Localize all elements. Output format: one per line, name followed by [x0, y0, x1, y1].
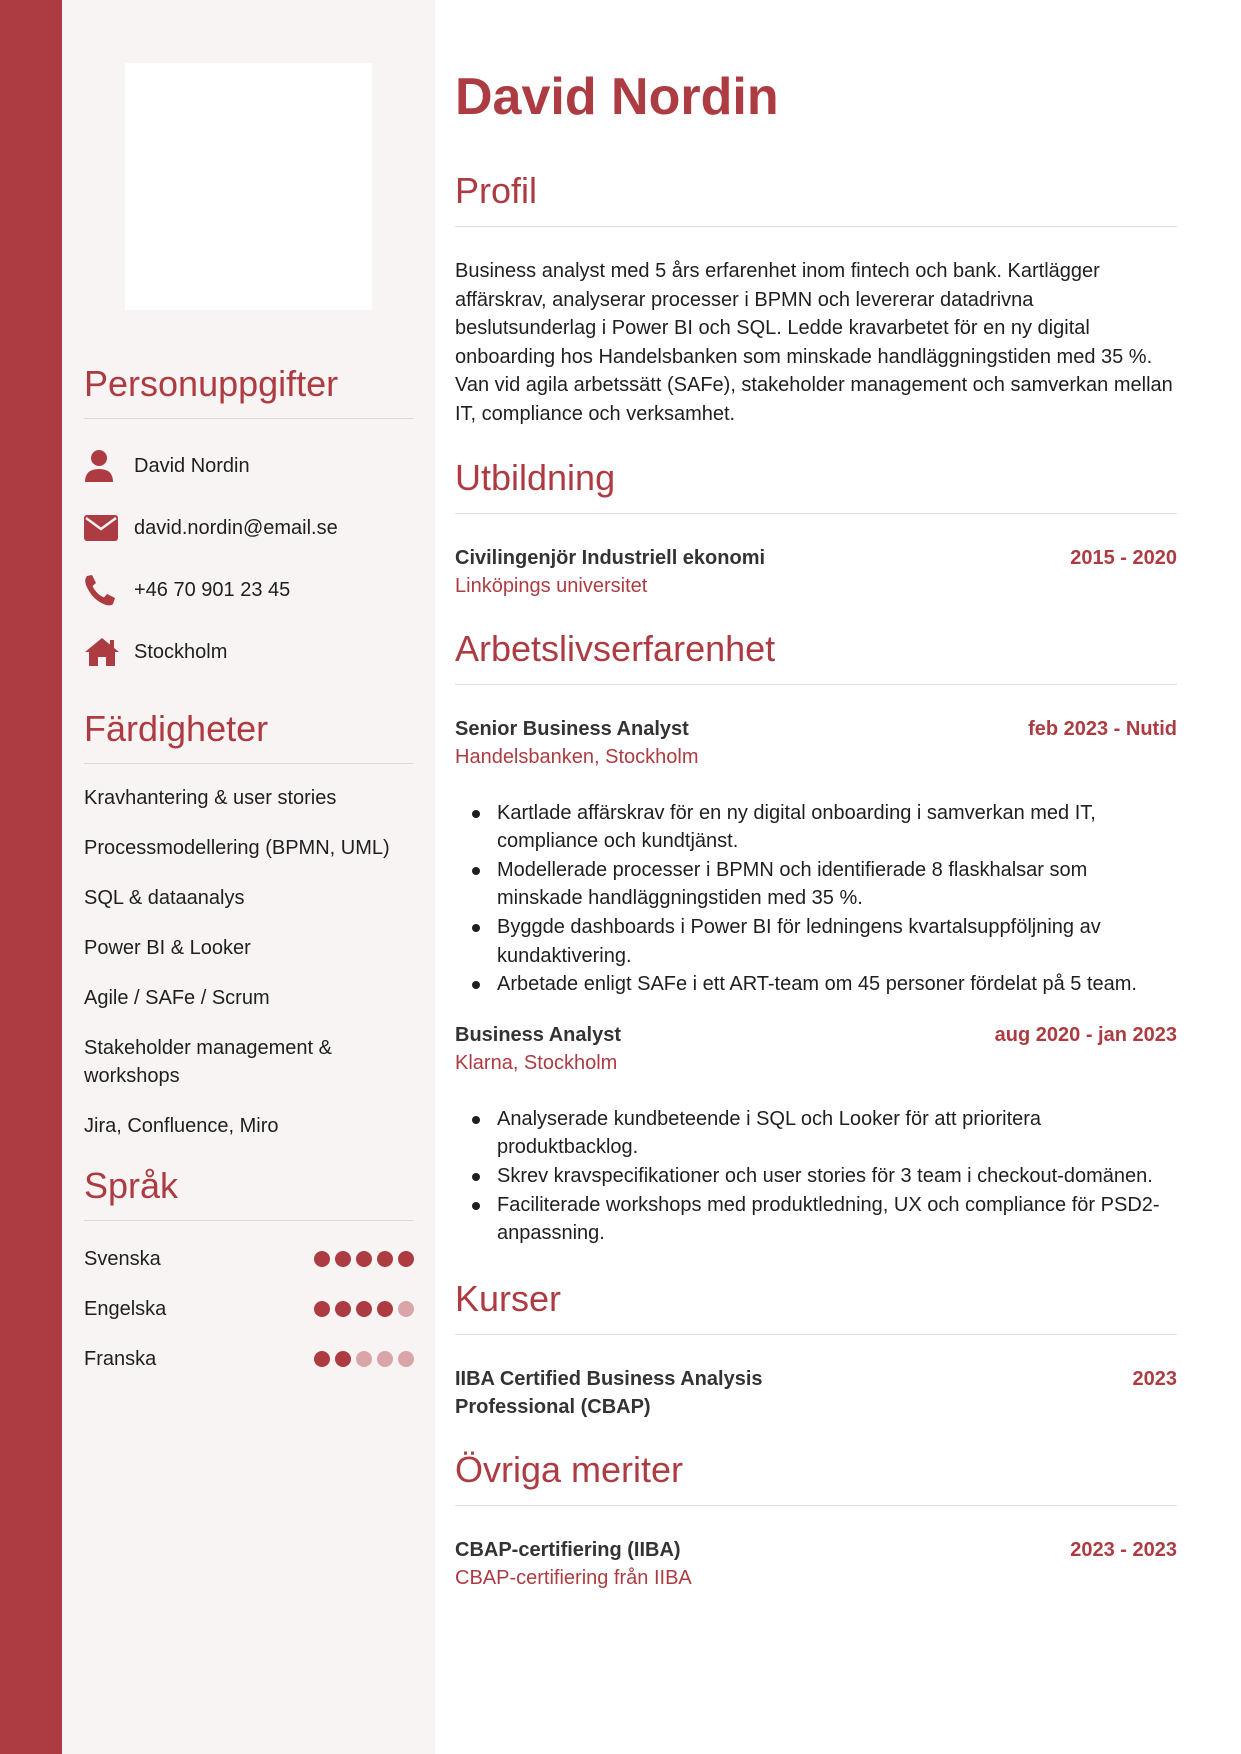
merits-section	[455, 1447, 1177, 1592]
level-dot-filled	[314, 1251, 330, 1267]
merits-heading: Övriga meriter	[455, 1448, 684, 1490]
level-dot-empty	[356, 1351, 372, 1367]
bullet-item: Kartlade affärskrav för en ny digital onboarding i samverkan med IT, compliance och kundtjänst.	[455, 799, 1177, 856]
level-dot-filled	[356, 1251, 372, 1267]
level-dot-empty	[398, 1351, 414, 1367]
experience-entry	[455, 1021, 1177, 1248]
accent-stripe	[0, 0, 62, 1754]
level-dot-filled	[314, 1351, 330, 1367]
contact-location-text: Stockholm	[134, 640, 228, 663]
education-title: Civilingenjör Industriell ekonomi	[455, 546, 766, 569]
candidate-name: David Nordin	[455, 68, 779, 126]
language-list	[84, 1245, 414, 1373]
contact-name	[84, 435, 414, 497]
education-section	[455, 455, 1177, 600]
profile-text: Business analyst med 5 års erfarenhet inom fintech och bank. Kartlägger affärskrav, analyserar processer i BPMN och levererar datadrivna beslutsunderlag i Power BI och SQL. Ledde kravarbetet för en ny digital onboarding hos Handelsbanken som minskade handläggningstiden med 35 %. Van vid agila arbetssätt (SAFe), stakeholder management och samverkan mellan IT, compliance och verksamhet.	[455, 260, 1173, 425]
level-dot-filled	[356, 1301, 372, 1317]
skill-item: Jira, Confluence, Miro	[84, 1115, 279, 1137]
skill-item: SQL & dataanalys	[84, 887, 245, 909]
contact-email	[84, 497, 414, 559]
language-name: Engelska	[84, 1297, 167, 1320]
education-school: Linköpings universitet	[455, 574, 648, 597]
experience-heading: Arbetslivserfarenhet	[455, 627, 776, 669]
bullet-item: Modellerade processer i BPMN och identifierade 8 flaskhalsar som minskade handläggningstiden med 35 %.	[455, 856, 1177, 913]
language-row	[84, 1295, 414, 1323]
divider	[84, 1220, 414, 1221]
contact-phone	[84, 559, 414, 621]
course-title: IIBA Certified Business Analysis Professional (CBAP)	[455, 1367, 763, 1418]
level-dot-filled	[398, 1251, 414, 1267]
divider	[455, 684, 1177, 685]
profile-section	[455, 168, 1177, 429]
profile-heading: Profil	[455, 170, 538, 211]
job-employer: Handelsbanken, Stockholm	[455, 745, 699, 768]
envelope-icon	[84, 511, 134, 545]
job-date: aug 2020 - jan 2023	[994, 1023, 1177, 1046]
sidebar-content	[84, 360, 414, 1395]
level-dot-filled	[377, 1301, 393, 1317]
bullet-item: Analyserade kundbeteende i SQL och Looker för att prioritera produktbacklog.	[455, 1105, 1177, 1162]
divider	[84, 763, 414, 764]
contact-location	[84, 621, 414, 683]
skill-item: Stakeholder management & workshops	[84, 1037, 332, 1087]
bullet-item: Faciliterade workshops med produktledning, UX och compliance för PSD2-anpassning.	[455, 1191, 1177, 1248]
language-row	[84, 1245, 414, 1273]
skill-item: Kravhantering & user stories	[84, 787, 337, 809]
merit-date: 2023 - 2023	[1070, 1538, 1177, 1561]
education-date: 2015 - 2020	[1070, 546, 1177, 569]
job-date: feb 2023 - Nutid	[1028, 717, 1177, 740]
personal-info-heading: Personuppgifter	[84, 363, 339, 404]
job-bullets	[455, 1105, 1177, 1248]
language-name: Svenska	[84, 1247, 161, 1270]
merit-entry	[455, 1536, 1177, 1592]
divider	[455, 1505, 1177, 1506]
divider	[455, 1334, 1177, 1335]
skills-section	[84, 705, 414, 1140]
bullet-item: Skrev kravspecifikationer och user stories för 3 team i checkout-domänen.	[455, 1162, 1177, 1191]
language-row	[84, 1345, 414, 1373]
level-dot-filled	[314, 1301, 330, 1317]
contact-phone-text[interactable]: +46 70 901 23 45	[134, 578, 291, 601]
bullet-item: Arbetade enligt SAFe i ett ART-team om 45 personer fördelat på 5 team.	[455, 970, 1177, 999]
level-dot-filled	[335, 1251, 351, 1267]
courses-section	[455, 1276, 1177, 1421]
home-icon	[84, 635, 134, 669]
skill-item: Agile / SAFe / Scrum	[84, 987, 270, 1009]
job-bullets	[455, 799, 1177, 999]
experience-entry	[455, 715, 1177, 999]
job-employer: Klarna, Stockholm	[455, 1051, 618, 1074]
main-content	[455, 62, 1177, 1592]
contact-list	[84, 435, 414, 683]
divider	[84, 418, 414, 419]
course-date: 2023	[1132, 1367, 1177, 1390]
level-dot-empty	[398, 1301, 414, 1317]
merit-description: CBAP-certifiering från IIBA	[455, 1566, 692, 1589]
profile-photo-placeholder	[125, 63, 372, 310]
skills-heading: Färdigheter	[84, 708, 269, 749]
personal-info-section	[84, 360, 414, 683]
experience-section	[455, 626, 1177, 1248]
phone-icon	[84, 573, 134, 607]
job-title: Business Analyst	[455, 1023, 621, 1046]
level-dot-empty	[377, 1351, 393, 1367]
language-level-dots	[314, 1301, 414, 1317]
merit-title: CBAP-certifiering (IIBA)	[455, 1538, 681, 1561]
skill-list	[84, 784, 414, 1140]
divider	[455, 513, 1177, 514]
contact-email-text[interactable]: david.nordin@email.se	[134, 516, 338, 539]
language-level-dots	[314, 1251, 414, 1267]
course-entry	[455, 1365, 1177, 1421]
level-dot-filled	[377, 1251, 393, 1267]
education-entry	[455, 544, 1177, 600]
skill-item: Power BI & Looker	[84, 937, 251, 959]
sidebar	[62, 0, 435, 1754]
education-heading: Utbildning	[455, 456, 616, 498]
language-name: Franska	[84, 1347, 157, 1370]
level-dot-filled	[335, 1351, 351, 1367]
divider	[455, 226, 1177, 227]
courses-heading: Kurser	[455, 1277, 562, 1319]
languages-heading: Språk	[84, 1165, 179, 1206]
skill-item: Processmodellering (BPMN, UML)	[84, 837, 390, 859]
job-title: Senior Business Analyst	[455, 717, 689, 740]
contact-name-text: David Nordin	[134, 454, 250, 477]
languages-section	[84, 1162, 414, 1373]
language-level-dots	[314, 1351, 414, 1367]
bullet-item: Byggde dashboards i Power BI för ledningens kvartalsuppföljning av kundaktivering.	[455, 913, 1177, 970]
user-icon	[84, 449, 134, 483]
level-dot-filled	[335, 1301, 351, 1317]
